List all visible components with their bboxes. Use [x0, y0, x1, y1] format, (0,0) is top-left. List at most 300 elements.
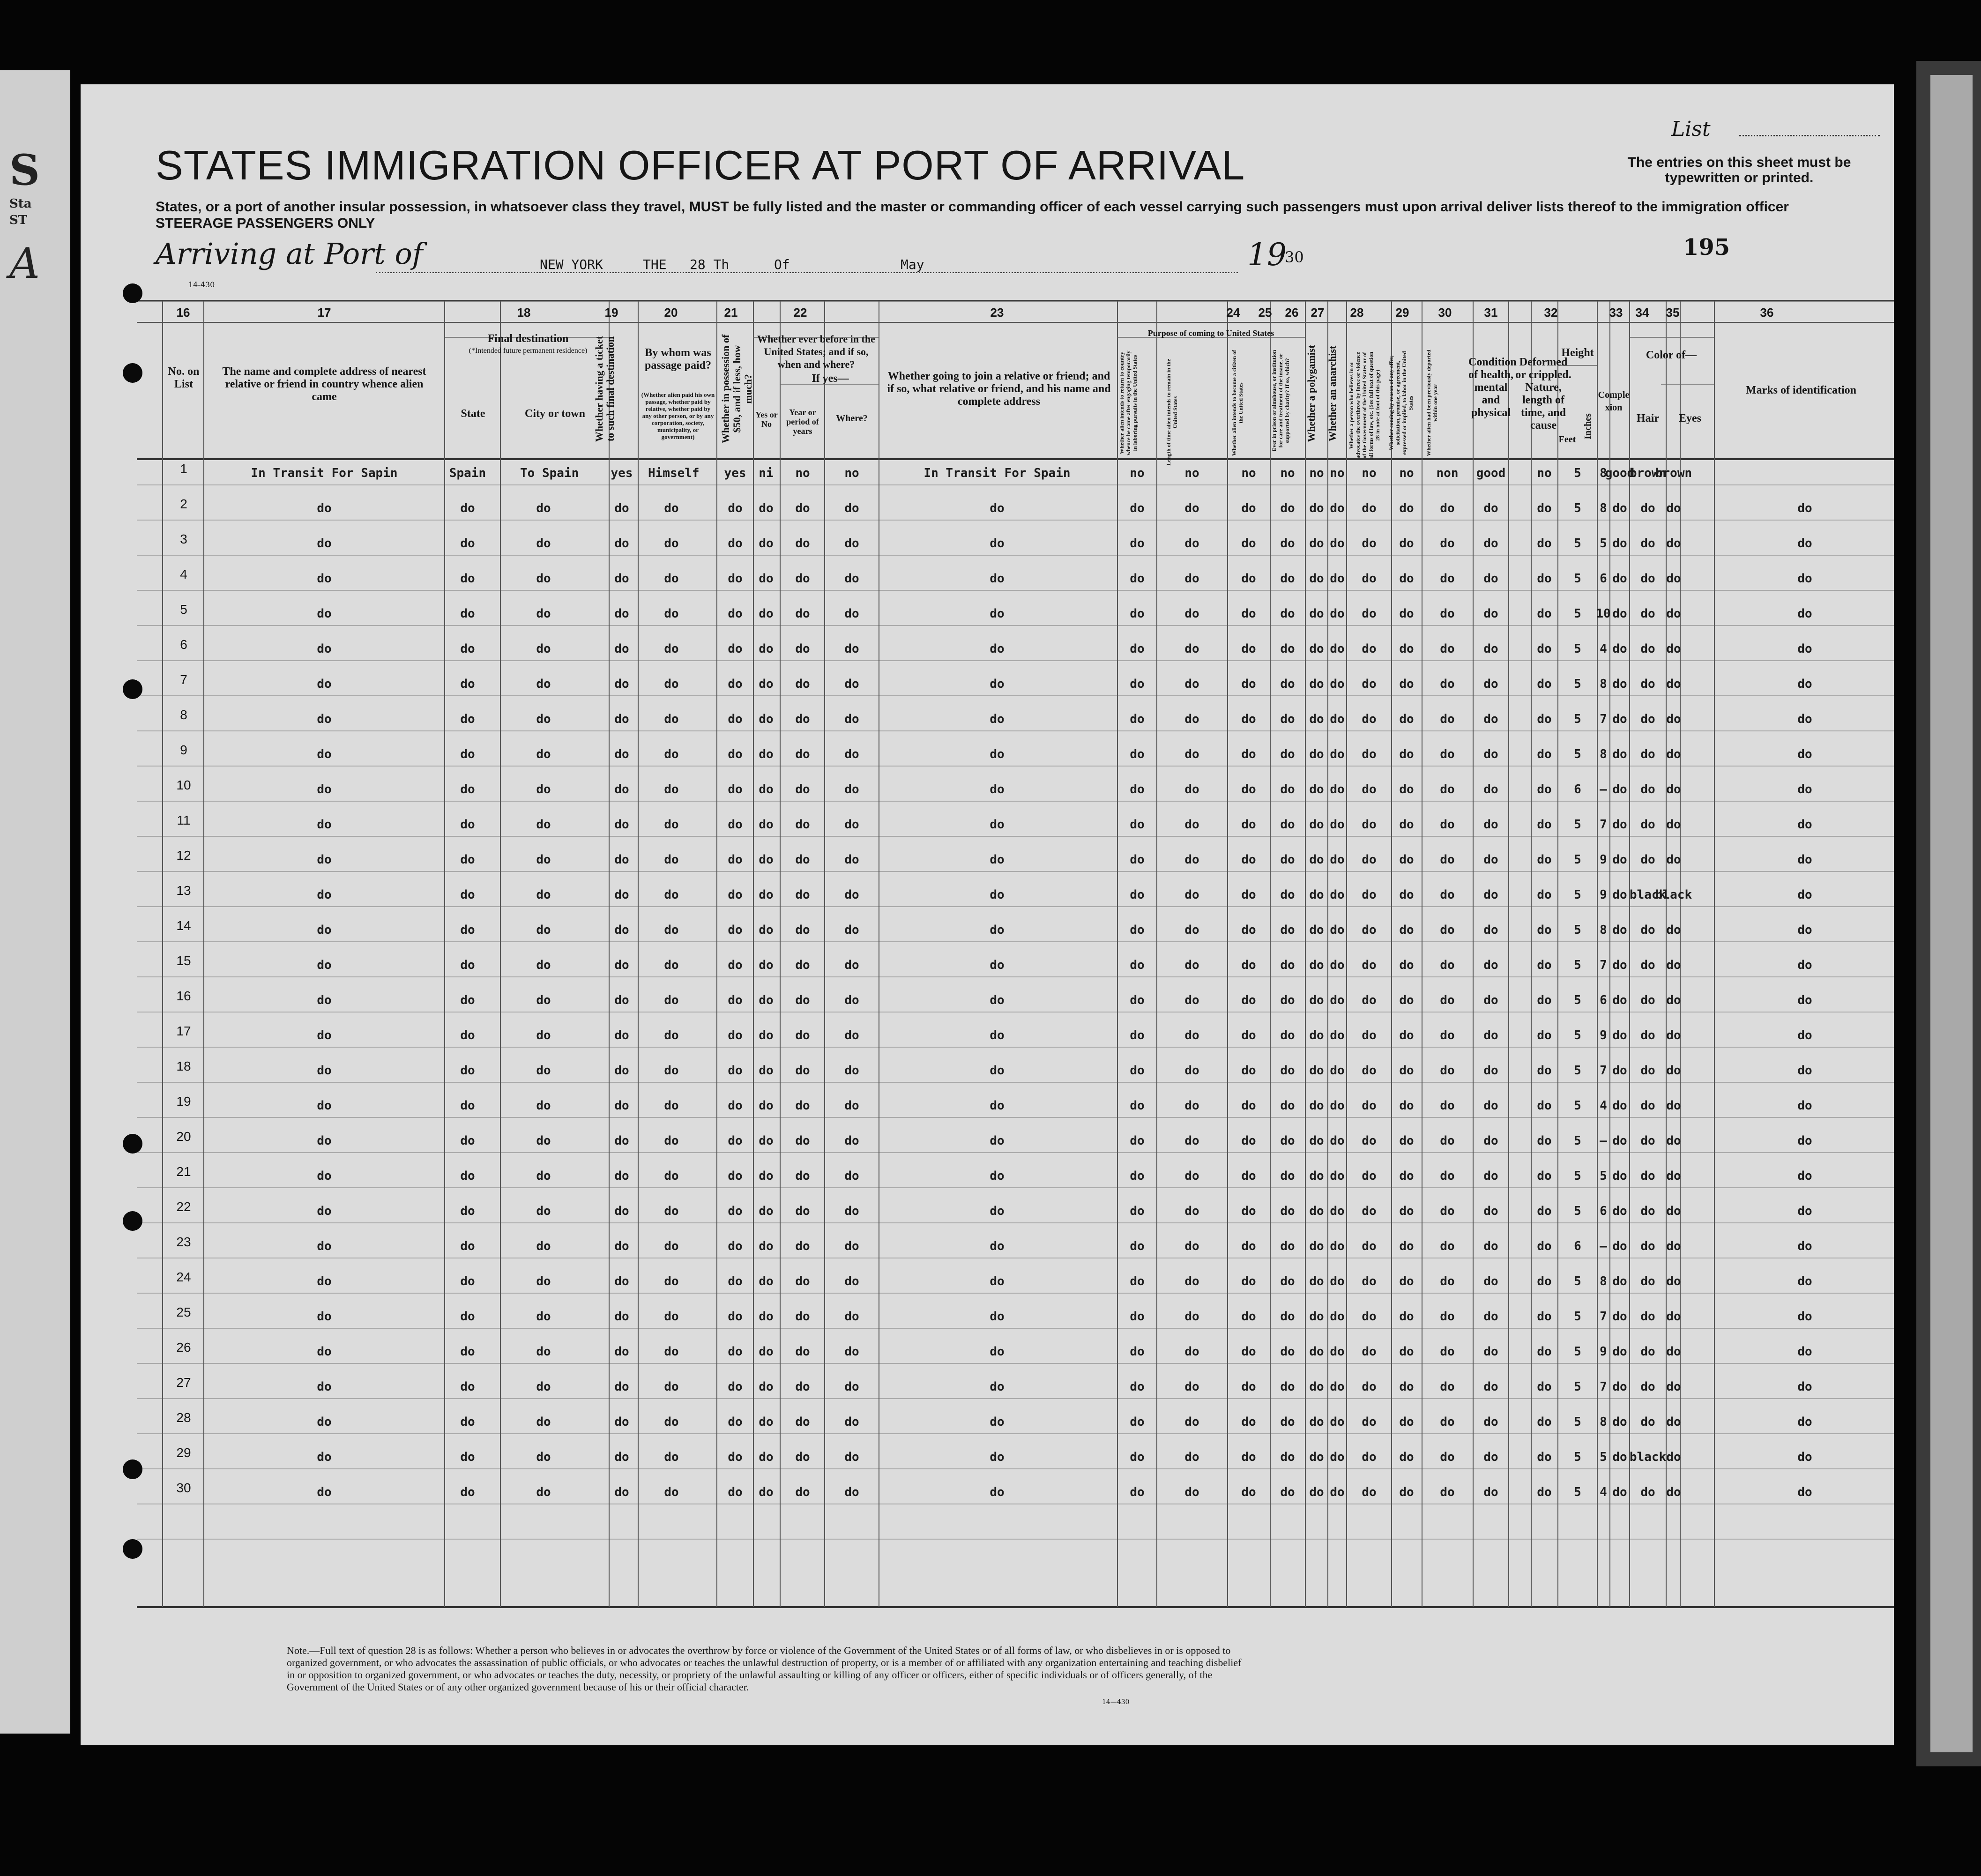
cell-paid-by: do	[664, 642, 679, 656]
cell-feet: 5	[1574, 1204, 1581, 1218]
cell-deformed: do	[1537, 958, 1552, 972]
cell-polygamist: do	[1309, 1239, 1324, 1253]
cell-ticket: do	[614, 536, 629, 551]
cell-year: do	[795, 747, 810, 761]
cell-eyes: black	[1655, 888, 1692, 902]
cell-feet: 5	[1574, 607, 1581, 621]
cell-city: do	[536, 1028, 551, 1042]
cell-prison: do	[1280, 1239, 1295, 1253]
column-number: 32	[1544, 305, 1558, 320]
cell-paid-by: do	[664, 607, 679, 621]
cell-p2: do	[1184, 1204, 1199, 1218]
cell-q29: do	[1399, 853, 1414, 867]
cell-complexion: do	[1612, 1099, 1627, 1113]
cell-p1: do	[1130, 1134, 1145, 1148]
cell-city: do	[536, 1415, 551, 1429]
cell-inches: 7	[1600, 818, 1607, 832]
cell-p1: do	[1130, 1415, 1145, 1429]
cell-relative: do	[317, 958, 332, 972]
cell-health: do	[1483, 1450, 1498, 1464]
cell-deformed: do	[1537, 1345, 1552, 1359]
cell-eyes: do	[1666, 853, 1681, 867]
cell-hair: do	[1640, 782, 1655, 797]
deported-header: Whether alien had been previously deported within one year	[1425, 350, 1438, 456]
cell-where: do	[844, 1064, 859, 1078]
cell-eyes: do	[1666, 1239, 1681, 1253]
cell-deformed: do	[1537, 782, 1552, 797]
row-number: 10	[176, 778, 191, 792]
cell-anarchist: do	[1330, 1485, 1345, 1499]
cell-p2: do	[1184, 818, 1199, 832]
cell-health: do	[1483, 923, 1498, 937]
cell-polygamist: do	[1309, 642, 1324, 656]
cell-join: do	[990, 1345, 1005, 1359]
cell-city: do	[536, 993, 551, 1007]
cell-city: do	[536, 747, 551, 761]
cell-anarchist: do	[1330, 923, 1345, 937]
cell-prison: do	[1280, 1345, 1295, 1359]
return-intent-header: Whether alien intends to return to country whence he came after engaging temporarily in laboring pursuits in the United States	[1118, 350, 1138, 455]
cell-q28: do	[1362, 1134, 1377, 1148]
steerage-label: STEERAGE PASSENGERS ONLY	[156, 216, 375, 231]
cell-where: do	[844, 1415, 859, 1429]
cell-anarchist: do	[1330, 536, 1345, 551]
cell-relative: do	[317, 1064, 332, 1078]
row-number: 23	[176, 1235, 191, 1249]
row-number: 22	[176, 1199, 191, 1214]
cell-marks: do	[1797, 923, 1812, 937]
cell-complexion: do	[1612, 1450, 1627, 1464]
cell-q28: do	[1362, 536, 1377, 551]
cell-complexion: do	[1612, 1064, 1627, 1078]
cell-state: do	[460, 782, 475, 797]
cell-p1: do	[1130, 1239, 1145, 1253]
cell-ticket: do	[614, 642, 629, 656]
cell-before: do	[759, 536, 774, 551]
cell-relative: do	[317, 747, 332, 761]
cell-p1: do	[1130, 1274, 1145, 1288]
cell-complexion: do	[1612, 888, 1627, 902]
cell-before: do	[759, 1274, 774, 1288]
cell-deformed: do	[1537, 1204, 1552, 1218]
cell-p1: do	[1130, 1450, 1145, 1464]
cell-eyes: do	[1666, 501, 1681, 515]
column-number: 34	[1635, 305, 1649, 320]
cell-q29: do	[1399, 1239, 1414, 1253]
cell-relative: do	[317, 1204, 332, 1218]
cell-join: do	[990, 1204, 1005, 1218]
cell-feet: 5	[1574, 958, 1581, 972]
cell-join: do	[990, 1450, 1005, 1464]
cell-join: do	[990, 1380, 1005, 1394]
cell-q29: do	[1399, 1028, 1414, 1042]
cell-prison: do	[1280, 923, 1295, 937]
cell-eyes: do	[1666, 1169, 1681, 1183]
cell-year: do	[795, 1415, 810, 1429]
cell-prison: do	[1280, 747, 1295, 761]
cell-health: do	[1483, 747, 1498, 761]
cell-health: do	[1483, 1274, 1498, 1288]
cell-deported: do	[1440, 642, 1455, 656]
cell-ticket: do	[614, 1415, 629, 1429]
cell-relative: do	[317, 1028, 332, 1042]
cell-eyes: do	[1666, 782, 1681, 797]
cell-complexion: do	[1612, 607, 1627, 621]
cell-p3: no	[1241, 466, 1256, 480]
cell-ticket: do	[614, 712, 629, 726]
cell-hair: do	[1640, 1204, 1655, 1218]
cell-ticket: do	[614, 1028, 629, 1042]
cell-polygamist: do	[1309, 536, 1324, 551]
cell-deformed: do	[1537, 1028, 1552, 1042]
cell-ticket: do	[614, 958, 629, 972]
cell-prison: do	[1280, 1134, 1295, 1148]
day-value: 28 Th	[690, 257, 730, 272]
cell-paid-by: do	[664, 923, 679, 937]
cell-join: do	[990, 958, 1005, 972]
cell-paid-by: do	[664, 747, 679, 761]
cell-deformed: do	[1537, 1239, 1552, 1253]
join-relative-header: Whether going to join a relative or friend; and if so, what relative or friend, and his name and complete address	[887, 370, 1111, 408]
cell-p3: do	[1241, 1485, 1256, 1499]
column-number: 33	[1609, 305, 1623, 320]
cell-feet: 5	[1574, 1415, 1581, 1429]
row-number: 17	[176, 1024, 191, 1038]
citizen-intent-header: Whether alien intends to become a citizen of the United States	[1231, 350, 1244, 456]
cell-p1: do	[1130, 1028, 1145, 1042]
cell-prison: do	[1280, 1450, 1295, 1464]
cell-p1: do	[1130, 958, 1145, 972]
cell-before: do	[759, 1485, 774, 1499]
manifest-sheet	[81, 84, 1894, 1745]
cell-p1: do	[1130, 1485, 1145, 1499]
cell-polygamist: do	[1309, 782, 1324, 797]
cell-q28: do	[1362, 607, 1377, 621]
cell-q28: do	[1362, 1415, 1377, 1429]
cell-p1: do	[1130, 607, 1145, 621]
edge-fragment: A	[9, 239, 40, 288]
cell-complexion: do	[1612, 1169, 1627, 1183]
cell-money: do	[728, 1274, 743, 1288]
cell-p2: do	[1184, 1169, 1199, 1183]
cell-marks: do	[1797, 677, 1812, 691]
cell-deported: non	[1436, 466, 1459, 480]
cell-hair: do	[1640, 536, 1655, 551]
cell-p3: do	[1241, 1345, 1256, 1359]
cell-health: do	[1483, 1239, 1498, 1253]
cell-deported: do	[1440, 1274, 1455, 1288]
cell-state: do	[460, 1028, 475, 1042]
cell-year: do	[795, 677, 810, 691]
cell-join: do	[990, 1134, 1005, 1148]
cell-anarchist: do	[1330, 958, 1345, 972]
cell-p3: do	[1241, 1204, 1256, 1218]
cell-join: do	[990, 536, 1005, 551]
row-number: 27	[176, 1375, 191, 1390]
cell-deported: do	[1440, 1415, 1455, 1429]
cell-hair: do	[1640, 747, 1655, 761]
cell-ticket: yes	[611, 466, 633, 480]
ticket-header: Whether having a ticket to such final destination	[593, 335, 616, 442]
cell-health: do	[1483, 1169, 1498, 1183]
row-number: 19	[176, 1094, 191, 1109]
cell-inches: –	[1600, 1239, 1607, 1253]
cell-ticket: do	[614, 1064, 629, 1078]
cell-feet: 5	[1574, 572, 1581, 586]
cell-anarchist: do	[1330, 782, 1345, 797]
cell-year: do	[795, 1274, 810, 1288]
cell-q28: do	[1362, 1169, 1377, 1183]
cell-city: do	[536, 1134, 551, 1148]
cell-prison: do	[1280, 501, 1295, 515]
cell-complexion: do	[1612, 747, 1627, 761]
cell-complexion: do	[1612, 572, 1627, 586]
cell-eyes: do	[1666, 1099, 1681, 1113]
edge-fragment: S	[9, 145, 40, 195]
cell-ticket: do	[614, 1169, 629, 1183]
cell-prison: do	[1280, 536, 1295, 551]
cell-before: do	[759, 677, 774, 691]
cell-anarchist: do	[1330, 1169, 1345, 1183]
cell-health: do	[1483, 677, 1498, 691]
cell-where: do	[844, 607, 859, 621]
cell-money: do	[728, 677, 743, 691]
cell-complexion: do	[1612, 1028, 1627, 1042]
passage-paid-note: (Whether alien paid his own passage, whether paid by relative, whether paid by any other person, or by any corporation, society, municipality, or government)	[641, 391, 715, 440]
cell-p1: do	[1130, 747, 1145, 761]
cell-anarchist: do	[1330, 1028, 1345, 1042]
cell-money: do	[728, 818, 743, 832]
cell-join: do	[990, 888, 1005, 902]
cell-deported: do	[1440, 677, 1455, 691]
cell-p3: do	[1241, 536, 1256, 551]
row-number: 28	[176, 1410, 191, 1425]
cell-marks: do	[1797, 1485, 1812, 1499]
cell-year: do	[795, 1310, 810, 1324]
cell-health: do	[1483, 1028, 1498, 1042]
cell-before: do	[759, 923, 774, 937]
cell-deported: do	[1440, 747, 1455, 761]
cell-marks: do	[1797, 1415, 1812, 1429]
column-number: 27	[1311, 305, 1325, 320]
cell-money: do	[728, 712, 743, 726]
cell-deported: do	[1440, 782, 1455, 797]
cell-money: do	[728, 888, 743, 902]
cell-anarchist: do	[1330, 1099, 1345, 1113]
row-number: 3	[180, 532, 187, 546]
cell-deformed: do	[1537, 501, 1552, 515]
cell-q28: do	[1362, 1485, 1377, 1499]
cell-marks: do	[1797, 1450, 1812, 1464]
cell-where: do	[844, 818, 859, 832]
cell-q29: do	[1399, 1064, 1414, 1078]
cell-inches: 9	[1600, 853, 1607, 867]
cell-feet: 5	[1574, 818, 1581, 832]
cell-anarchist: do	[1330, 888, 1345, 902]
month-value: May	[901, 257, 924, 272]
cell-q29: do	[1399, 782, 1414, 797]
where-header: Where?	[836, 413, 868, 424]
cell-join: do	[990, 1415, 1005, 1429]
cell-city: do	[536, 642, 551, 656]
cell-deformed: do	[1537, 1380, 1552, 1394]
cell-money: do	[728, 1169, 743, 1183]
cell-inches: 4	[1600, 1099, 1607, 1113]
cell-complexion: do	[1612, 677, 1627, 691]
cell-anarchist: do	[1330, 1415, 1345, 1429]
cell-paid-by: do	[664, 712, 679, 726]
cell-city: do	[536, 501, 551, 515]
cell-deformed: do	[1537, 888, 1552, 902]
cell-feet: 5	[1574, 712, 1581, 726]
cell-polygamist: do	[1309, 1099, 1324, 1113]
cell-marks: do	[1797, 642, 1812, 656]
feet-header: Feet	[1558, 434, 1576, 445]
cell-paid-by: do	[664, 818, 679, 832]
cell-inches: 6	[1600, 1204, 1607, 1218]
cell-money: do	[728, 572, 743, 586]
cell-inches: 4	[1600, 1485, 1607, 1499]
cell-join: do	[990, 501, 1005, 515]
binder-hole	[123, 363, 142, 383]
cell-p1: do	[1130, 782, 1145, 797]
cell-p2: do	[1184, 1415, 1199, 1429]
cell-marks: do	[1797, 501, 1812, 515]
column-number: 31	[1484, 305, 1498, 320]
cell-hair: do	[1640, 853, 1655, 867]
cell-year: do	[795, 958, 810, 972]
cell-feet: 5	[1574, 1380, 1581, 1394]
cell-join: do	[990, 1099, 1005, 1113]
cell-paid-by: do	[664, 1380, 679, 1394]
cell-year: do	[795, 1169, 810, 1183]
length-of-stay-header: Length of time alien intends to remain in the United States	[1165, 359, 1178, 466]
cell-relative: do	[317, 501, 332, 515]
cell-join: do	[990, 818, 1005, 832]
identification-marks-header: Marks of identification	[1746, 384, 1856, 396]
cell-prison: do	[1280, 1485, 1295, 1499]
cell-where: do	[844, 501, 859, 515]
cell-year: do	[795, 642, 810, 656]
cell-ticket: do	[614, 853, 629, 867]
cell-polygamist: do	[1309, 1169, 1324, 1183]
cell-p1: do	[1130, 818, 1145, 832]
cell-deformed: do	[1537, 747, 1552, 761]
binder-hole	[123, 1134, 142, 1154]
cell-polygamist: do	[1309, 818, 1324, 832]
cell-year: do	[795, 818, 810, 832]
cell-paid-by: do	[664, 1064, 679, 1078]
cell-anarchist: do	[1330, 712, 1345, 726]
passage-paid-header: By whom was passage paid?	[644, 347, 712, 372]
cell-before: do	[759, 888, 774, 902]
cell-money: do	[728, 747, 743, 761]
cell-feet: 5	[1574, 923, 1581, 937]
cell-ticket: do	[614, 747, 629, 761]
cell-where: do	[844, 572, 859, 586]
cell-deported: do	[1440, 607, 1455, 621]
port-value: NEW YORK	[540, 257, 603, 272]
cell-money: do	[728, 1064, 743, 1078]
cell-feet: 5	[1574, 1450, 1581, 1464]
cell-before: do	[759, 818, 774, 832]
cell-q28: do	[1362, 1099, 1377, 1113]
cell-polygamist: do	[1309, 923, 1324, 937]
cell-hair: do	[1640, 1274, 1655, 1288]
cell-hair: do	[1640, 818, 1655, 832]
cell-q29: do	[1399, 958, 1414, 972]
cell-deported: do	[1440, 1204, 1455, 1218]
cell-where: do	[844, 1028, 859, 1042]
cell-p2: do	[1184, 1485, 1199, 1499]
cell-money: do	[728, 536, 743, 551]
cell-marks: do	[1797, 712, 1812, 726]
cell-p3: do	[1241, 1274, 1256, 1288]
cell-eyes: do	[1666, 1485, 1681, 1499]
cell-feet: 5	[1574, 501, 1581, 515]
cell-money: do	[728, 923, 743, 937]
cell-relative: do	[317, 1380, 332, 1394]
cell-q28: do	[1362, 1274, 1377, 1288]
cell-health: do	[1483, 1415, 1498, 1429]
cell-deported: do	[1440, 1345, 1455, 1359]
row-number: 18	[176, 1059, 191, 1073]
entries-note: The entries on this sheet must be typewritten or printed.	[1627, 155, 1851, 186]
cell-eyes: do	[1666, 747, 1681, 761]
cell-q28: no	[1362, 466, 1377, 480]
cell-q28: do	[1362, 853, 1377, 867]
cell-eyes: brown	[1655, 466, 1692, 480]
cell-paid-by: do	[664, 958, 679, 972]
cell-anarchist: do	[1330, 572, 1345, 586]
cell-complexion: do	[1612, 642, 1627, 656]
row-number: 29	[176, 1445, 191, 1460]
cell-where: do	[844, 1204, 859, 1218]
cell-p2: do	[1184, 993, 1199, 1007]
question-28-note: Note.—Full text of question 28 is as follows: Whether a person who believes in or advocates the overthrow by force or violence of the Government of the United States or of all forms of law, or who disbelieves in or is opposed to organized government, or who advocates the assassination of public officials, or who advocates or teaches the unlawful destruction of property, or is a member of or affiliated with any organization entertaining and teaching disbelief in or opposition to organized government, or who advocates or teaches the duty, necessity, or propriety of the unlawful assaulting or killing of any officer or officers, either of specific individuals or of officers generally, of the Government of the United States or of any other organized government because of his or their official character.	[287, 1645, 1242, 1693]
cell-marks: do	[1797, 1204, 1812, 1218]
cell-paid-by: do	[664, 536, 679, 551]
cell-where: do	[844, 1485, 859, 1499]
cell-paid-by: do	[664, 1204, 679, 1218]
cell-relative: do	[317, 818, 332, 832]
cell-hair: do	[1640, 1239, 1655, 1253]
cell-relative: do	[317, 1134, 332, 1148]
cell-eyes: do	[1666, 1450, 1681, 1464]
cell-hair: do	[1640, 1099, 1655, 1113]
cell-ticket: do	[614, 1310, 629, 1324]
cell-polygamist: do	[1309, 958, 1324, 972]
cell-hair: do	[1640, 1169, 1655, 1183]
cell-feet: 5	[1574, 1274, 1581, 1288]
cell-p3: do	[1241, 782, 1256, 797]
cell-marks: do	[1797, 1028, 1812, 1042]
cell-complexion: do	[1612, 712, 1627, 726]
cell-paid-by: do	[664, 677, 679, 691]
cell-feet: 5	[1574, 1028, 1581, 1042]
cell-p1: do	[1130, 1099, 1145, 1113]
cell-complexion: do	[1612, 993, 1627, 1007]
cell-complexion: do	[1612, 853, 1627, 867]
cell-marks: do	[1797, 958, 1812, 972]
cell-anarchist: do	[1330, 1450, 1345, 1464]
cell-hair: do	[1640, 958, 1655, 972]
cell-q29: do	[1399, 572, 1414, 586]
cell-eyes: do	[1666, 642, 1681, 656]
cell-eyes: do	[1666, 1310, 1681, 1324]
cell-p1: do	[1130, 501, 1145, 515]
row-number: 20	[176, 1129, 191, 1144]
